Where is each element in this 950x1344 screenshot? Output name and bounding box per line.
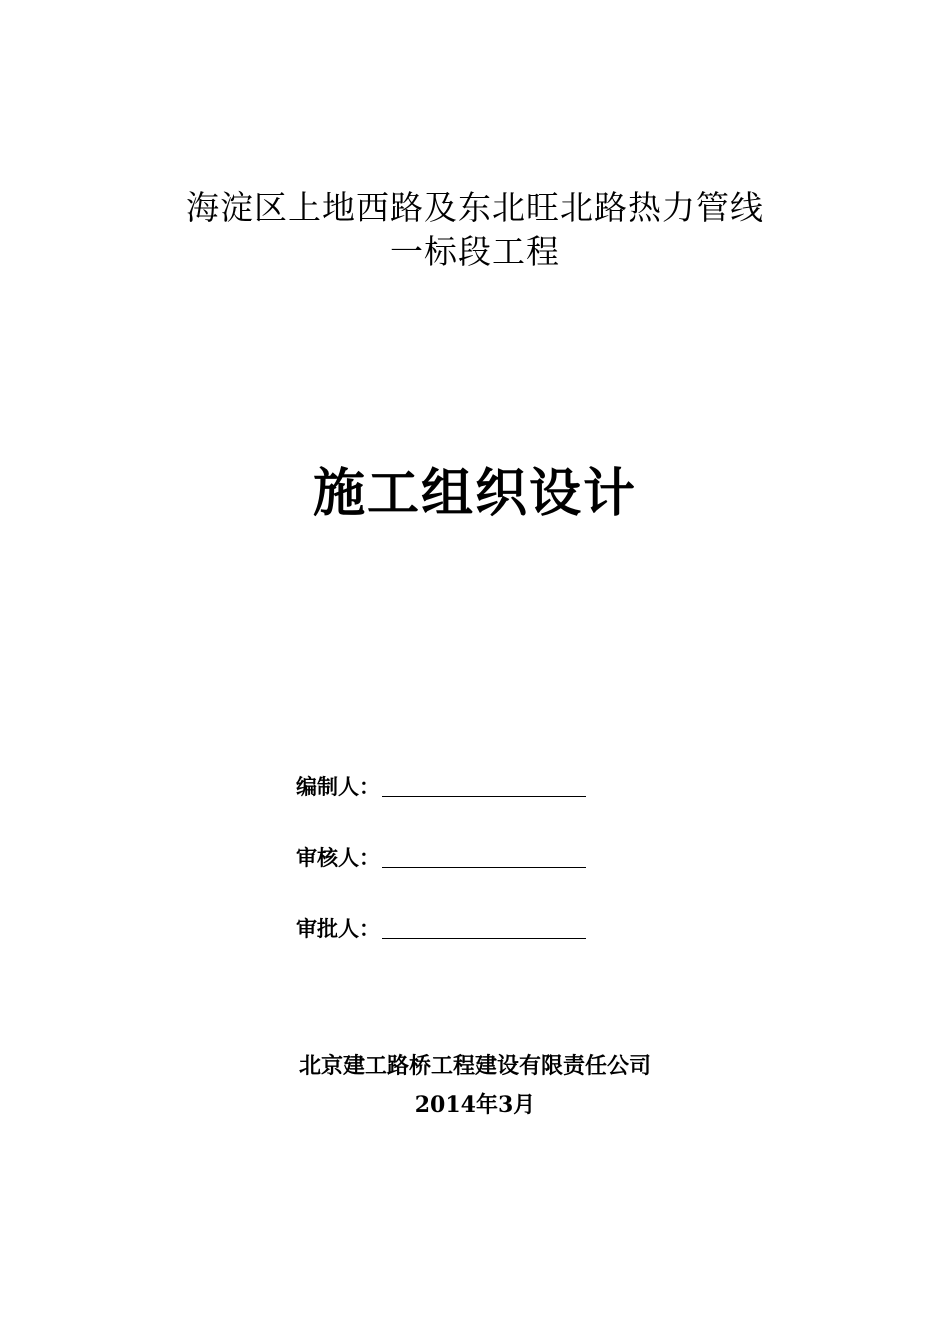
signature-row-compiler: [296, 770, 616, 841]
compiler-signature-line: [382, 770, 586, 797]
reviewer-label: 审核人：: [296, 846, 380, 870]
reviewer-signature-line: [382, 841, 586, 868]
approver-signature-line: [382, 912, 586, 939]
project-title: [0, 186, 950, 274]
document-title: 施工组织设计: [312, 463, 637, 524]
company-name: 北京建工路桥工程建设有限责任公司: [298, 1054, 651, 1079]
project-title-line-1: 海淀区上地西路及东北旺北路热力管线: [186, 188, 764, 227]
document-date: 2014年3月: [414, 1092, 536, 1118]
compiler-label: 编制人：: [296, 775, 380, 799]
signature-row-reviewer: [296, 841, 616, 912]
signature-block: [296, 770, 616, 983]
project-title-line-2: 一标段工程: [390, 232, 560, 271]
signature-row-approver: [296, 912, 616, 983]
approver-label: 审批人：: [296, 917, 380, 941]
